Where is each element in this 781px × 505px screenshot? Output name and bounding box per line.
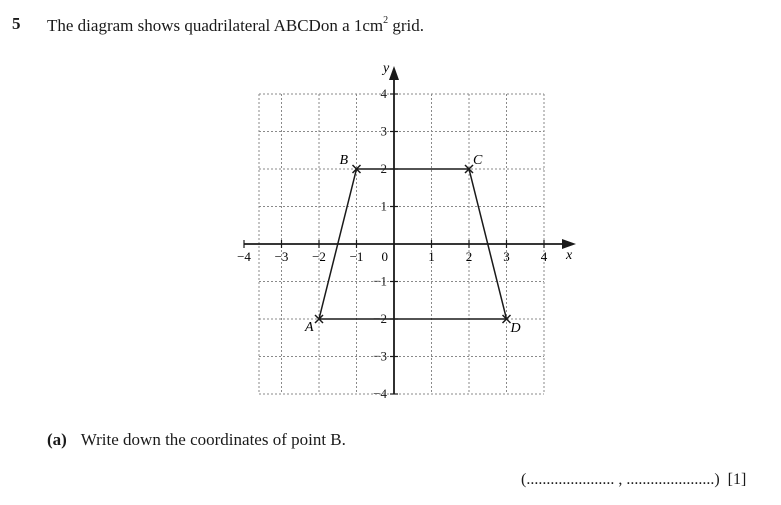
y-tick-label: 1 bbox=[380, 198, 387, 214]
x-tick-label: 3 bbox=[503, 249, 510, 264]
y-tick-label: 3 bbox=[380, 123, 387, 139]
y-tick-label: 2 bbox=[380, 161, 387, 176]
part-a bbox=[47, 430, 346, 450]
vertex-label-c: C bbox=[473, 153, 483, 168]
x-tick-label: −1 bbox=[349, 249, 364, 264]
stem-superscript: 2 bbox=[383, 15, 389, 26]
y-tick-label: −2 bbox=[373, 311, 387, 326]
x-axis-label: x bbox=[566, 248, 573, 263]
x-tick-label: −4 bbox=[237, 249, 251, 264]
stem-text: The diagram shows quadrilateral ABCDon a 1cm bbox=[47, 16, 384, 35]
part-a-text: Write down the coordinates of point B. bbox=[80, 430, 346, 449]
question-number: 5 bbox=[12, 14, 21, 33]
y-tick-label: −1 bbox=[373, 273, 387, 289]
axes bbox=[244, 66, 576, 394]
y-tick-label: −4 bbox=[373, 386, 387, 401]
x-tick-label: 4 bbox=[540, 249, 548, 264]
x-tick-label: −2 bbox=[312, 249, 326, 264]
vertex-label-a: A bbox=[305, 320, 314, 335]
answer-line[interactable] bbox=[521, 471, 746, 489]
axis-tick-labels bbox=[237, 61, 573, 401]
part-a-label: (a) bbox=[47, 430, 67, 449]
y-tick-label: −3 bbox=[373, 348, 387, 364]
vertex-label-b: B bbox=[339, 153, 349, 168]
y-axis-arrow bbox=[389, 66, 399, 80]
x-tick-label: 1 bbox=[428, 249, 435, 264]
marks-label: [1] bbox=[727, 471, 747, 488]
x-tick-label: 2 bbox=[465, 249, 473, 264]
y-axis-label: y bbox=[383, 61, 390, 76]
vertex-label-d: D bbox=[510, 321, 521, 336]
x-tick-label: 0 bbox=[381, 249, 388, 264]
stem-text-end: grid. bbox=[392, 16, 425, 35]
answer-blank[interactable]: (...................... , ......................) bbox=[521, 471, 720, 488]
y-tick-label: 4 bbox=[380, 86, 387, 101]
x-tick-label: −3 bbox=[274, 249, 289, 264]
